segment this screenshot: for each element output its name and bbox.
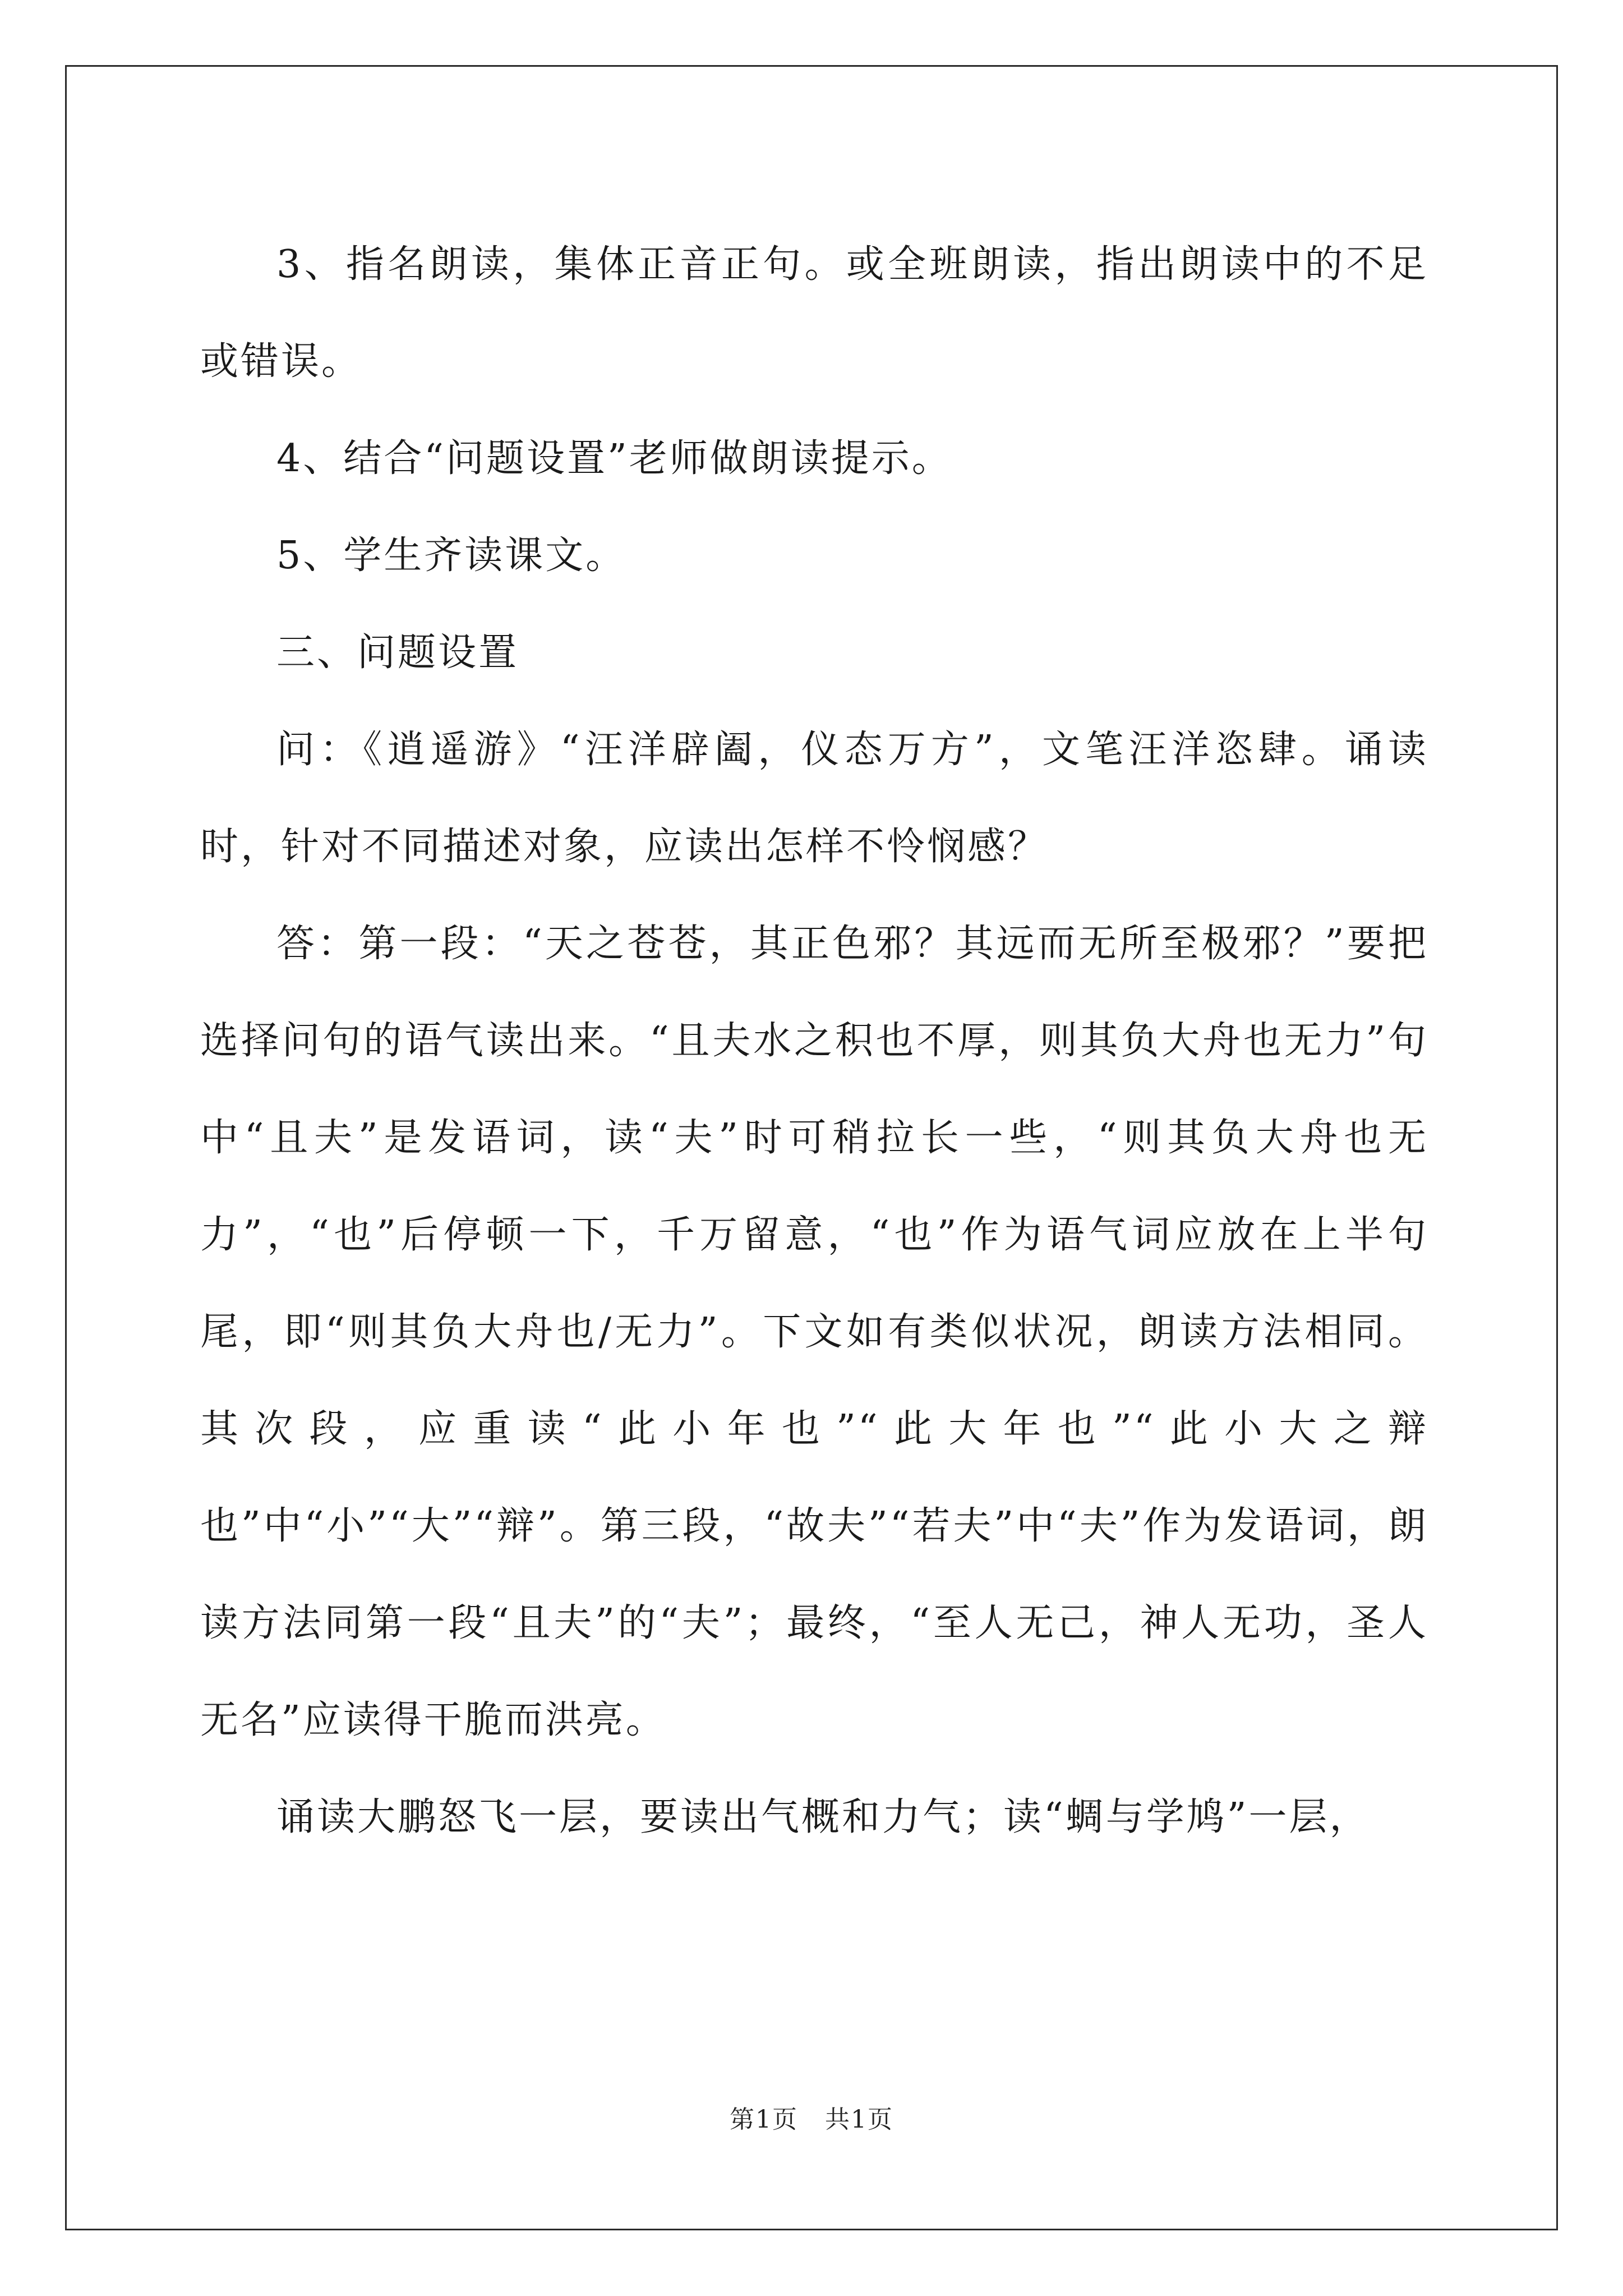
- document-body: [200, 216, 1428, 1866]
- paragraph-answer: 答：第一段：“天之苍苍，其正色邪？其远而无所至极邪？”要把选择问句的语气读出来。“且夫水之积也不厚，则其负大舟也无力”句中“且夫”是发语词，读“夫”时可稍拉长一些，“则其负大舟也无力”，“也”后停顿一下，千万留意，“也”作为语气词应放在上半句尾，即“则其负大舟也/无力”。下文如有类似状况，朗读方法相同。其次段，应重读“此小年也”“此大年也”“此小大之辩也”中“小”“大”“辩”。第三段，“故夫”“若夫”中“夫”作为发语词，朗读方法同第一段“且夫”的“夫”；最终，“至人无己，神人无功，圣人无名”应读得干脆而洪亮。: [200, 922, 1428, 1742]
- paragraph-step-3: 3、指名朗读，集体正音正句。或全班朗读，指出朗读中的不足或错误。: [200, 242, 1428, 384]
- page-footer: [0, 2099, 1623, 2135]
- paragraph-step-5: 5、学生齐读课文。: [276, 533, 626, 578]
- paragraph-step-4: 4、结合“问题设置”老师做朗读提示。: [276, 436, 952, 481]
- page-total: 共1页: [825, 2105, 893, 2134]
- page-number: 第1页: [730, 2105, 798, 2134]
- section-heading: 三、问题设置: [276, 631, 519, 675]
- paragraph-recitation: 诵读大鹏怒飞一层，要读出气概和力气；读“蜩与学鸠”一层，: [276, 1795, 1370, 1839]
- paragraph-question: 问：《逍遥游》“汪洋辟阖，仪态万方”，文笔汪洋恣肆。诵读时，针对不同描述对象，应读出怎样不怜悯感？: [200, 728, 1428, 869]
